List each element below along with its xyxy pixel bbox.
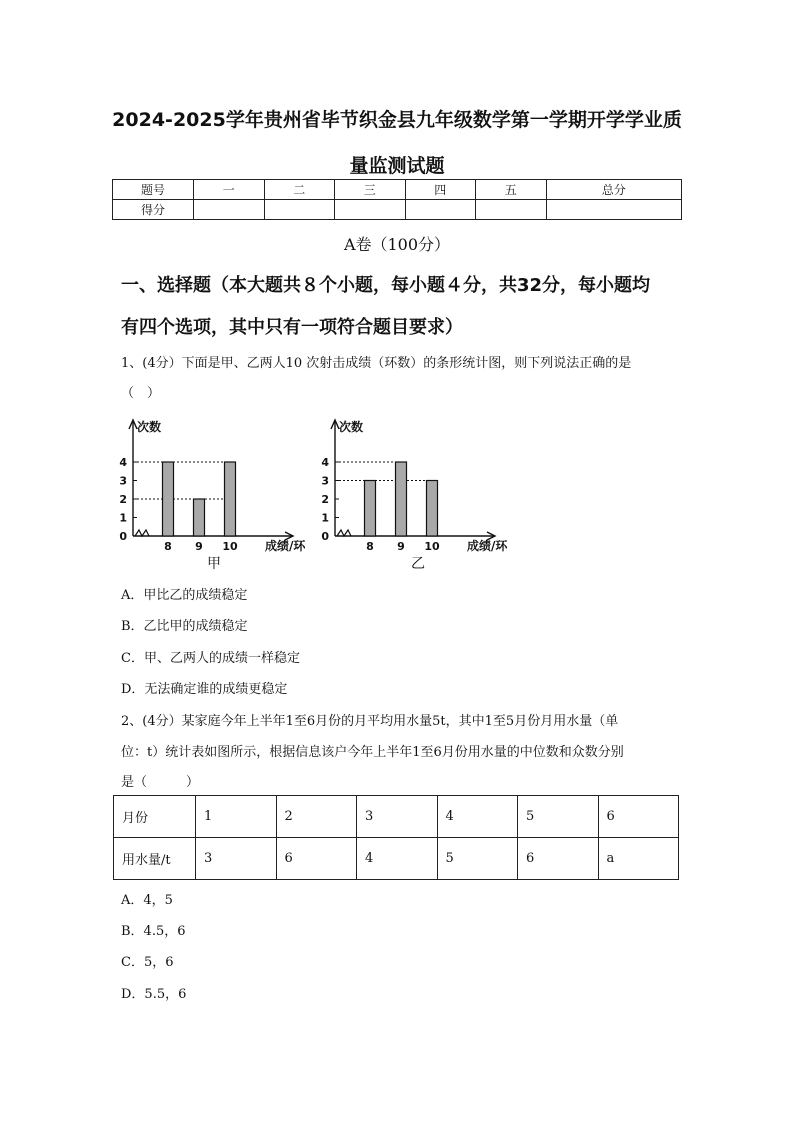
y-tick-label: 3 [321,474,329,488]
score-cell [194,200,265,220]
bar-10 [427,481,438,537]
q2-text-line2: 位：t）统计表如图所示，根据信息该户今年上半年1至6月份用水量的中位数和众数分别 [121,745,624,760]
water-table-cell: a [598,838,679,880]
score-cell [476,200,547,220]
water-table-cell: 1 [196,796,277,838]
x-axis-label: 成绩/环 [265,539,306,553]
water-table-usage-row [114,838,679,880]
section-a-title: A卷（100分） [343,235,451,254]
chart-title: 乙 [411,556,425,572]
y-tick-label: 1 [321,511,329,525]
water-table-cell: 4 [357,838,438,880]
water-usage-table [113,795,679,880]
chart-yi [318,412,518,572]
y-tick-label: 4 [119,456,127,469]
axis-break-mark [135,530,149,536]
x-axis-label: 成绩/环 [467,539,508,553]
q1-text-line2: （ ） [121,386,161,401]
chart-title: 甲 [207,556,221,572]
y-tick-label: 1 [119,511,127,525]
score-header-cell: 一 [194,180,265,200]
x-tick-label: 10 [222,540,238,553]
x-tick-label: 9 [397,540,405,553]
score-header-cell: 总分 [546,180,682,200]
water-table-cell: 6 [276,838,357,880]
water-table-cell: 5 [518,796,599,838]
q1-option-b: B．乙比甲的成绩稳定 [121,619,248,634]
y-axis-label: 次数 [339,420,364,434]
water-table-cell: 3 [196,838,277,880]
y-axis-label: 次数 [137,420,162,434]
score-table [112,179,682,220]
q2-text-line1: 2、(4分）某家庭今年上半年1至6月份的月平均用水量5t，其中1至5月份月用水量（单 [121,714,619,729]
water-table-cell: 6 [598,796,679,838]
score-cell [546,200,682,220]
q1-option-a: A．甲比乙的成绩稳定 [121,588,248,603]
q2-option-d: D．5.5，6 [121,987,187,1002]
score-table-header-row [113,180,682,200]
y-tick-label: 0 [321,530,329,543]
score-cell [264,200,335,220]
q2-option-c: C．5，6 [121,955,174,970]
bar-9 [194,499,205,536]
score-header-cell: 五 [476,180,547,200]
water-table-month-row [114,796,679,838]
y-tick-label: 3 [119,474,127,488]
exam-title-line1: 2024-2025学年贵州省毕节织金县九年级数学第一学期开学学业质 [112,109,682,131]
y-tick-label: 0 [119,530,127,543]
bar-10 [225,462,236,536]
exam-title-line2: 量监测试题 [349,155,445,177]
score-cell [335,200,406,220]
water-table-cell: 月份 [114,796,196,838]
score-header-cell: 二 [264,180,335,200]
score-row-label: 得分 [113,200,194,220]
bar-9 [396,462,407,536]
score-header-cell: 题号 [113,180,194,200]
bar-8 [163,462,174,536]
q1-option-d: D．无法确定谁的成绩更稳定 [121,682,288,697]
score-header-cell: 四 [405,180,476,200]
q1-text-line1: 1、(4分）下面是甲、乙两人10 次射击成绩（环数）的条形统计图，则下列说法正确的是 [121,356,632,371]
water-table-cell: 4 [437,796,518,838]
water-table-cell: 6 [518,838,599,880]
x-tick-label: 9 [195,540,203,553]
score-header-cell: 三 [335,180,406,200]
q1-option-c: C．甲、乙两人的成绩一样稳定 [121,651,300,666]
y-tick-label: 2 [321,493,329,506]
y-tick-label: 2 [119,493,127,506]
score-table-score-row [113,200,682,220]
q2-option-b: B．4.5，6 [121,924,186,939]
x-tick-label: 10 [424,540,440,553]
q2-text-line3: 是（ ） [121,775,200,790]
water-table-cell: 用水量/t [114,838,196,880]
chart-jia [116,412,306,572]
score-cell [405,200,476,220]
water-table-cell: 2 [276,796,357,838]
water-table-cell: 5 [437,838,518,880]
x-tick-label: 8 [366,540,374,553]
axis-break-mark [337,530,351,536]
bar-8 [365,481,376,537]
x-tick-label: 8 [164,540,172,553]
q2-option-a: A．4，5 [121,893,173,908]
water-table-cell: 3 [357,796,438,838]
part1-heading-line1: 一、选择题（本大题共８个小题，每小题４分，共32分，每小题均 [121,275,651,296]
part1-heading-line2: 有四个选项，其中只有一项符合题目要求） [121,317,463,338]
y-tick-label: 4 [321,456,329,469]
